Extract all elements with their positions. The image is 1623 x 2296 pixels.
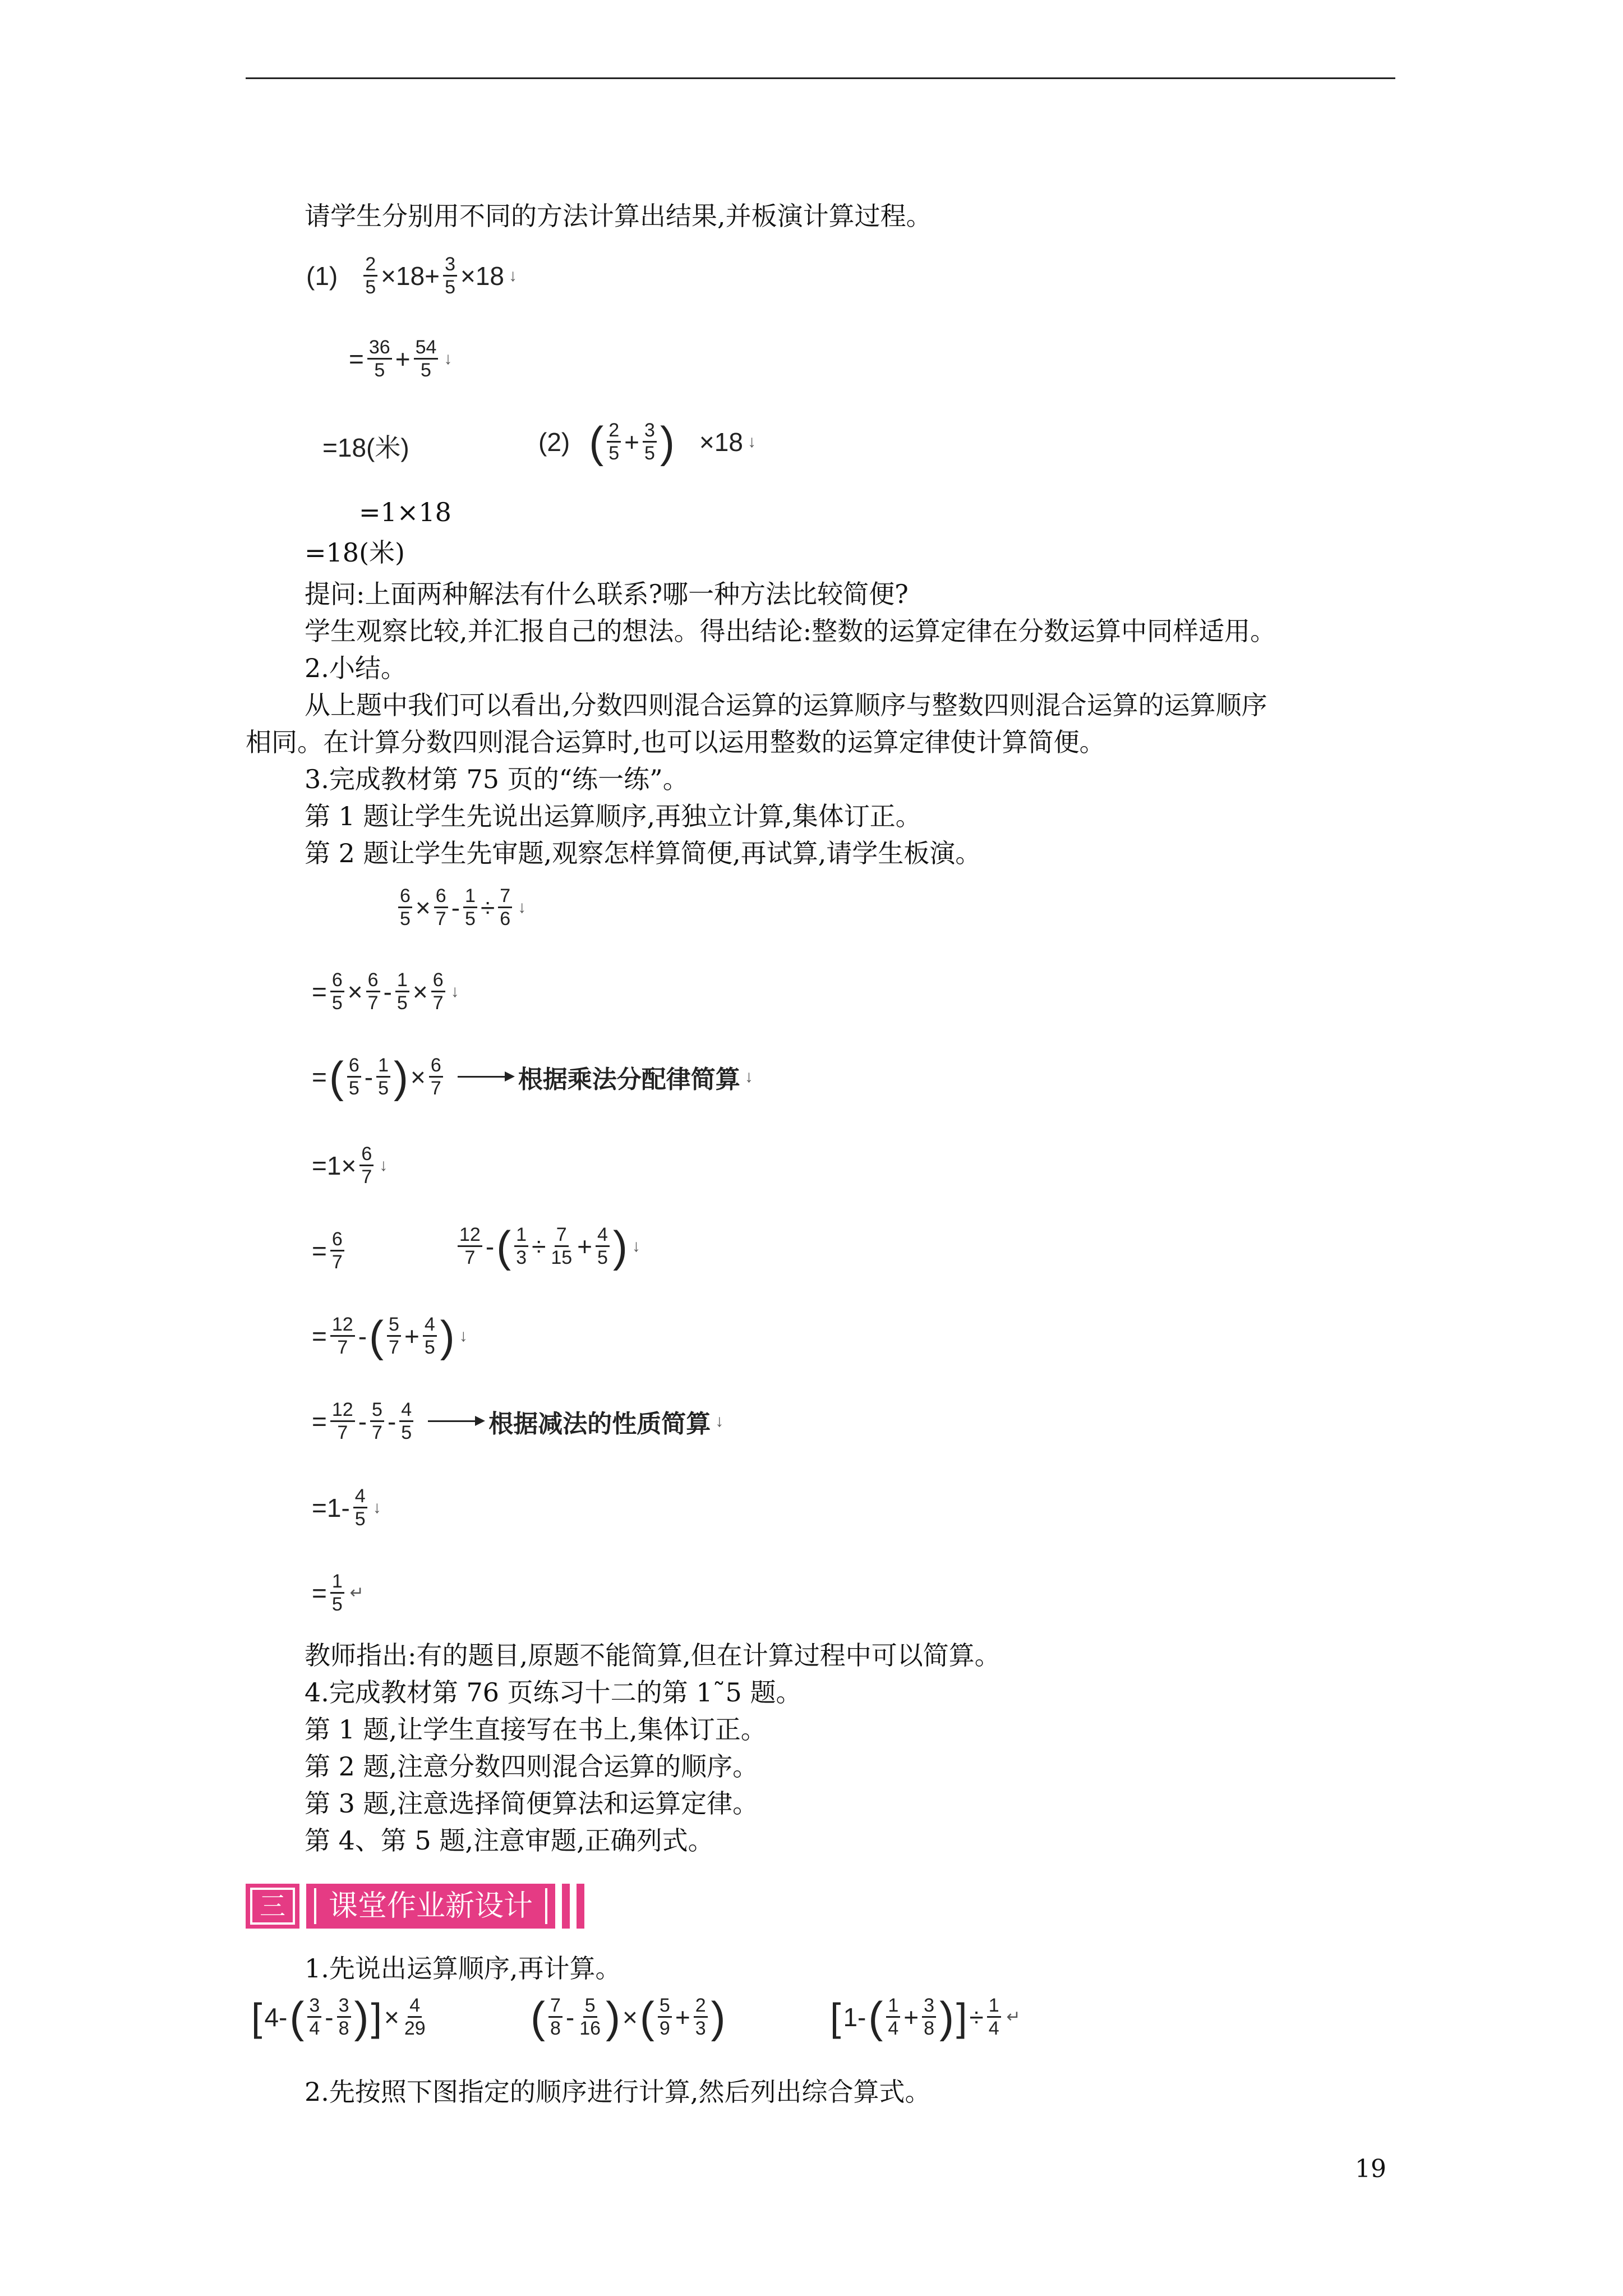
fraction: 5 7 bbox=[387, 1314, 401, 1358]
calc-b-step3: = $\frac{12}{7}$ - 5 7 - 4 5 根据减法的性质简算 ↓ bbox=[312, 1399, 724, 1443]
fraction: $\frac{3}{5}$ bbox=[643, 420, 657, 464]
fraction: $\frac{12}{7}$ bbox=[330, 1314, 355, 1358]
annotation-distributive: 根据乘法分配律简算 bbox=[518, 1065, 740, 1094]
solution2-step3: =18(米) bbox=[305, 537, 405, 568]
summary-title: 2.小结。 bbox=[305, 653, 407, 683]
section-title-bar: 课堂作业新设计 bbox=[306, 1884, 555, 1929]
fraction: $\frac{6}{7}$ bbox=[434, 885, 448, 930]
fraction: $\frac{7}{15}$ bbox=[551, 1224, 573, 1268]
header-rule bbox=[246, 77, 1395, 79]
fraction: 6 5 bbox=[347, 1055, 361, 1099]
page-number: 19 bbox=[1355, 2155, 1386, 2183]
calc-b-step1: 12 7 - ( $\frac{1}{3}$ ÷ $\frac{7}{15}$ + $\frac{4}{5}$ ) ↓ bbox=[457, 1224, 640, 1268]
calc-a-step5: = $\frac{6}{7}$ bbox=[312, 1228, 345, 1273]
fraction: $\frac{7}{6}$ bbox=[498, 885, 512, 930]
calc-b-step4: =1- 4 5 ↓ bbox=[312, 1485, 381, 1530]
homework-q1: 1.先说出运算顺序,再计算。 bbox=[305, 1953, 621, 1984]
solution2-step2: =1×18 bbox=[359, 497, 451, 527]
item3-q2: 第 2 题让学生先审题,观察怎样算简便,再试算,请学生板演。 bbox=[305, 838, 981, 868]
solution1-step1: (1) $\frac{2}{5}$ ×18+ $\frac{3}{5}$ ×18 ↓ bbox=[306, 254, 518, 298]
homework-expr-1: [ 4- ( 3 4 - 3 8 ) ] × $\frac{4}{29}$ bbox=[251, 1995, 428, 2039]
fraction: $\frac{4}{5}$ bbox=[423, 1314, 437, 1358]
fraction: 5 9 bbox=[658, 1995, 672, 2039]
item4-q45: 第 4、第 5 题,注意审题,正确列式。 bbox=[305, 1825, 714, 1856]
homework-expr-3: [ 1- ( 1 4 + $\frac{3}{8}$ ) ] ÷ $\frac{1}{4}$ ↵ bbox=[830, 1992, 1021, 2042]
item4-q3: 第 3 题,注意选择简便算法和运算定律。 bbox=[305, 1788, 759, 1819]
solution1-label: (1) bbox=[306, 261, 338, 291]
fraction: $\frac{1}{3}$ bbox=[514, 1224, 528, 1268]
annotation-subtraction: 根据减法的性质简算 bbox=[488, 1409, 711, 1438]
section-number-badge: 三 bbox=[246, 1884, 299, 1929]
item4-title: 4.完成教材第 76 页练习十二的第 1˜5 题。 bbox=[305, 1677, 802, 1708]
calc-b-step2: = $\frac{12}{7}$ - ( 5 7 + $\frac{4}{5}$ ) ↓ bbox=[312, 1311, 468, 1361]
calc-a-step3: = ( 6 5 - 1 5 ) × $\frac{6}{7}$ 根据乘法分配律简算 ↓ bbox=[312, 1052, 753, 1102]
intro-text: 请学生分别用不同的方法计算出结果,并板演计算过程。 bbox=[305, 201, 932, 231]
fraction: $\frac{3}{5}$ bbox=[443, 254, 457, 298]
fraction: 12 7 bbox=[458, 1224, 482, 1268]
fraction: $\frac{4}{5}$ bbox=[596, 1224, 610, 1268]
item4-q1: 第 1 题,让学生直接写在书上,集体订正。 bbox=[305, 1714, 767, 1745]
section-stripe bbox=[577, 1884, 584, 1929]
calc-a-step4: =1× $\frac{6}{7}$ ↓ bbox=[312, 1143, 388, 1188]
arrow-icon bbox=[428, 1420, 482, 1422]
summary-paragraph-line2: 相同。在计算分数四则混合运算时,也可以运用整数的运算定律使计算简便。 bbox=[246, 727, 1105, 757]
fraction: $\frac{1}{5}$ bbox=[330, 1571, 344, 1615]
fraction: 3 8 bbox=[337, 1995, 351, 2039]
item3-title: 3.完成教材第 75 页的“练一练”。 bbox=[305, 764, 689, 794]
homework-q2: 2.先按照下图指定的顺序进行计算,然后列出综合算式。 bbox=[305, 2077, 931, 2107]
fraction: $\frac{54}{5}$ bbox=[414, 337, 439, 381]
fraction: 1 4 bbox=[886, 1995, 900, 2039]
fraction: $\frac{6}{5}$ bbox=[398, 885, 412, 930]
fraction: 4 5 bbox=[353, 1485, 367, 1530]
homework-expr-2: ( 7 8 - 5 16 ) × ( 5 9 + $\frac{2}{3}$ ) bbox=[531, 1992, 726, 2042]
fraction: $\frac{6}{7}$ bbox=[431, 969, 445, 1014]
fraction: $\frac{2}{3}$ bbox=[694, 1995, 708, 2039]
fraction: 1 5 bbox=[376, 1055, 390, 1099]
fraction: 7 8 bbox=[548, 1995, 562, 2039]
fraction: $\frac{6}{7}$ bbox=[330, 1228, 344, 1273]
solution2-label: (2) bbox=[538, 427, 570, 457]
fraction: $\frac{6}{7}$ bbox=[429, 1055, 443, 1099]
fraction: $\frac{2}{5}$ bbox=[363, 254, 377, 298]
section-stripe bbox=[562, 1884, 570, 1929]
fraction: 5 7 bbox=[370, 1399, 384, 1443]
section-header bbox=[246, 1884, 584, 1929]
solution1-step3: =18(米) bbox=[322, 433, 409, 462]
item3-q1: 第 1 题让学生先说出运算顺序,再独立计算,集体订正。 bbox=[305, 801, 921, 831]
calc-b-step5: = $\frac{1}{5}$ ↵ bbox=[312, 1571, 364, 1615]
fraction: $\frac{1}{5}$ bbox=[463, 885, 477, 930]
fraction: $\frac{6}{7}$ bbox=[359, 1143, 374, 1188]
calc-a-step2: = $\frac{6}{5}$ × $\frac{6}{7}$ - $\frac{1}{5}$ × $\frac{6}{7}$ ↓ bbox=[312, 969, 459, 1014]
calc-a-step1: $\frac{6}{5}$ × $\frac{6}{7}$ - $\frac{1}{5}$ ÷ $\frac{7}{6}$ ↓ bbox=[397, 885, 526, 930]
fraction: $\frac{3}{8}$ bbox=[922, 1995, 936, 2039]
teacher-note: 教师指出:有的题目,原题不能简算,但在计算过程中可以简算。 bbox=[305, 1640, 1000, 1671]
fraction: $\frac{4}{29}$ bbox=[404, 1995, 426, 2039]
solution2-step1: (2) ( 2 5 + $\frac{3}{5}$ ) ×18 ↓ bbox=[538, 417, 756, 467]
fraction: 5 16 bbox=[579, 1995, 601, 2039]
fraction: $\frac{1}{5}$ bbox=[395, 969, 409, 1014]
fraction: $\frac{6}{7}$ bbox=[366, 969, 380, 1014]
fraction: 2 5 bbox=[607, 420, 621, 464]
item4-q2: 第 2 题,注意分数四则混合运算的顺序。 bbox=[305, 1751, 759, 1782]
fraction: $\frac{6}{5}$ bbox=[330, 969, 344, 1014]
conclusion-text: 学生观察比较,并汇报自己的想法。得出结论:整数的运算定律在分数运算中同样适用。 bbox=[305, 616, 1276, 646]
arrow-icon bbox=[458, 1076, 511, 1078]
fraction: $\frac{12}{7}$ bbox=[330, 1399, 355, 1443]
fraction: $\frac{36}{5}$ bbox=[367, 337, 392, 381]
fraction: 3 4 bbox=[307, 1995, 321, 2039]
fraction: 4 5 bbox=[399, 1399, 413, 1443]
question-text: 提问:上面两种解法有什么联系?哪一种方法比较简便? bbox=[305, 579, 909, 609]
summary-paragraph-line1: 从上题中我们可以看出,分数四则混合运算的运算顺序与整数四则混合运算的运算顺序 bbox=[305, 690, 1267, 720]
fraction: $\frac{1}{4}$ bbox=[987, 1995, 1001, 2039]
solution1-step2: = $\frac{36}{5}$ + $\frac{54}{5}$ ↓ bbox=[349, 337, 453, 381]
